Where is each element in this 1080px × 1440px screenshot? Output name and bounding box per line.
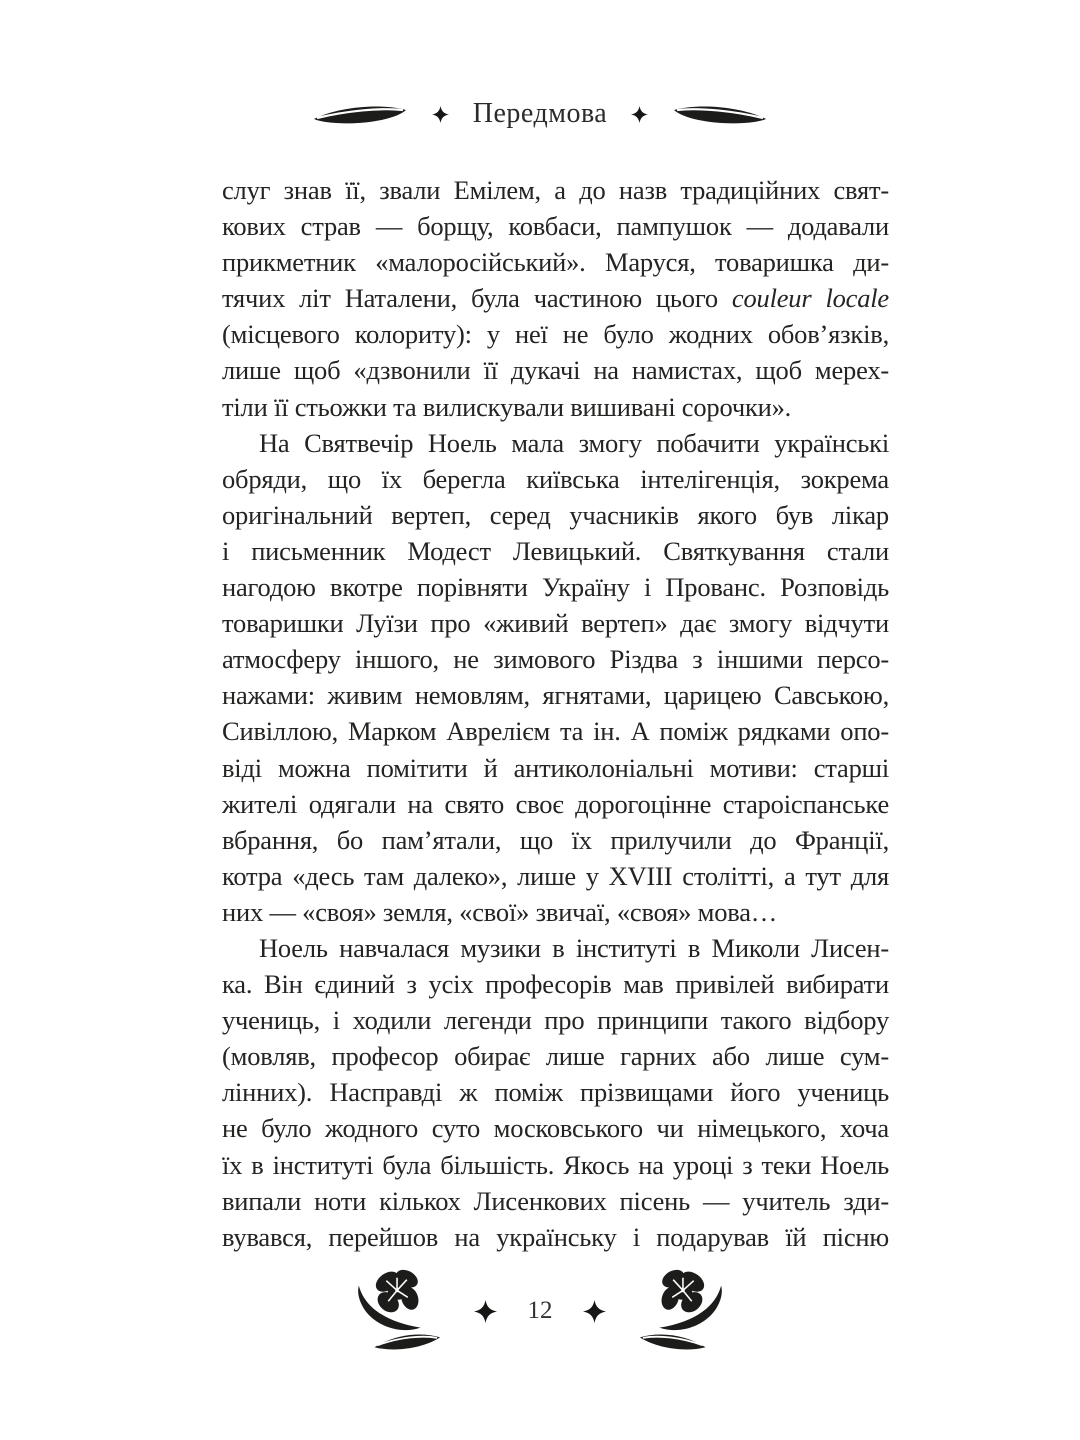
page-number: 12 bbox=[527, 1297, 553, 1324]
text-line bbox=[222, 713, 889, 749]
text-line bbox=[222, 677, 889, 713]
paragraph bbox=[222, 172, 889, 425]
text-segment: прикметник «малоросійський». Маруся, товаришка ди- bbox=[222, 247, 889, 278]
text-line bbox=[222, 1110, 889, 1146]
diamond-star-icon bbox=[631, 106, 648, 123]
chapter-title: Передмова bbox=[472, 98, 608, 129]
text-line bbox=[222, 641, 889, 677]
chapter-header bbox=[0, 98, 1080, 130]
text-line bbox=[222, 930, 889, 966]
text-segment: нажами: живим немовлям, ягнятами, царицею Савською, bbox=[222, 680, 889, 711]
text-line bbox=[222, 894, 889, 930]
text-segment: Сивіллою, Марком Аврелієм та ін. А поміж рядками опо- bbox=[222, 716, 889, 747]
text-line bbox=[222, 966, 889, 1002]
flower-ornament-left-icon bbox=[350, 1266, 448, 1356]
text-line bbox=[222, 1183, 889, 1219]
text-segment: віді можна помітити й антиколоніальні мотиви: старші bbox=[222, 752, 889, 783]
italic-phrase: couleur locale bbox=[731, 283, 889, 314]
diamond-star-icon bbox=[432, 106, 449, 123]
paragraph bbox=[222, 930, 889, 1255]
text-line bbox=[222, 316, 889, 352]
text-line bbox=[222, 172, 889, 208]
text-line bbox=[222, 533, 889, 569]
text-line bbox=[222, 280, 889, 316]
paragraph bbox=[222, 425, 889, 930]
text-line bbox=[222, 208, 889, 244]
text-line bbox=[222, 786, 889, 822]
text-segment: лінних). Насправді ж поміж прізвищами його учениць bbox=[222, 1077, 889, 1108]
text-line bbox=[222, 858, 889, 894]
text-segment: слуг знав її, звали Емілем, а до назв традиційних свят- bbox=[222, 175, 889, 205]
text-line bbox=[222, 425, 889, 461]
text-segment: вбрання, бо пам’ятали, що їх прилучили до Франції, bbox=[222, 824, 889, 855]
text-line bbox=[222, 1002, 889, 1038]
text-segment: котра «десь там далеко», лише у XVIII столітті, а тут для bbox=[222, 860, 889, 891]
leaf-ornament-left-icon bbox=[312, 100, 408, 128]
text-segment: кових страв — борщу, ковбаси, пампушок — додавали bbox=[222, 211, 889, 242]
diamond-star-icon bbox=[583, 1300, 606, 1323]
text-segment: (мовляв, професор обирає лише гарних або лише сум- bbox=[222, 1041, 889, 1072]
text-segment: Ноель навчалася музики в інституті в Миколи Лисен- bbox=[259, 932, 889, 963]
text-segment: обряди, що їх берегла київська інтелігенція, зокрема bbox=[222, 463, 889, 494]
text-line bbox=[222, 1038, 889, 1074]
text-segment: вувався, перейшов на українську і подарував їй пісню bbox=[222, 1221, 889, 1252]
text-segment: ка. Він єдиний з усіх професорів мав привілей вибирати bbox=[222, 969, 889, 1000]
text-line bbox=[222, 569, 889, 605]
text-line bbox=[222, 497, 889, 533]
text-segment: (місцевого колориту): у неї не було жодних обов’язків, bbox=[222, 319, 889, 350]
text-segment: оригінальний вертеп, серед учасників якого був лікар bbox=[222, 499, 889, 530]
diamond-star-icon bbox=[474, 1300, 497, 1323]
text-segment: їх в інституті була більшість. Якось на уроці з теки Ноель bbox=[222, 1149, 889, 1180]
text-segment: На Святвечір Ноель мала змогу побачити українські bbox=[259, 427, 889, 458]
text-segment: них — «своя» земля, «свої» звичаї, «своя» мова… bbox=[222, 896, 778, 927]
text-line bbox=[222, 244, 889, 280]
text-segment: товаришки Луїзи про «живий вертеп» дає змогу відчути bbox=[222, 608, 889, 639]
text-segment: випали ноти кількох Лисенкових пісень — учитель зди- bbox=[222, 1185, 889, 1216]
text-segment: не було жодного суто московського чи німецького, хоча bbox=[222, 1113, 889, 1144]
text-segment: лише щоб «дзвонили її дукачі на намистах, щоб мерех- bbox=[222, 355, 889, 386]
page-footer bbox=[0, 1266, 1080, 1356]
text-segment: нагодою вкотре порівняти Україну і Прованс. Розповідь bbox=[222, 572, 889, 603]
text-line bbox=[222, 1147, 889, 1183]
text-segment: атмосферу іншого, не зимового Різдва з іншими персо- bbox=[222, 644, 889, 675]
leaf-ornament-right-icon bbox=[672, 100, 768, 128]
text-line bbox=[222, 605, 889, 641]
text-segment: і письменник Модест Левицький. Святкування стали bbox=[222, 535, 889, 566]
text-line bbox=[222, 461, 889, 497]
text-line bbox=[222, 822, 889, 858]
text-line bbox=[222, 1074, 889, 1110]
text-segment: тіли її стьожки та вилискували вишивані сорочки». bbox=[222, 391, 792, 422]
text-line bbox=[222, 1219, 889, 1255]
text-line bbox=[222, 352, 889, 388]
text-line bbox=[222, 750, 889, 786]
text-segment: жителі одягали на свято своє дорогоцінне староіспанське bbox=[222, 788, 889, 819]
text-segment: учениць, і ходили легенди про принципи такого відбору bbox=[222, 1005, 889, 1036]
flower-ornament-right-icon bbox=[632, 1266, 730, 1356]
text-block bbox=[222, 172, 889, 1255]
text-segment: тячих літ Наталени, була частиною цього bbox=[222, 283, 732, 314]
text-line bbox=[222, 389, 889, 425]
